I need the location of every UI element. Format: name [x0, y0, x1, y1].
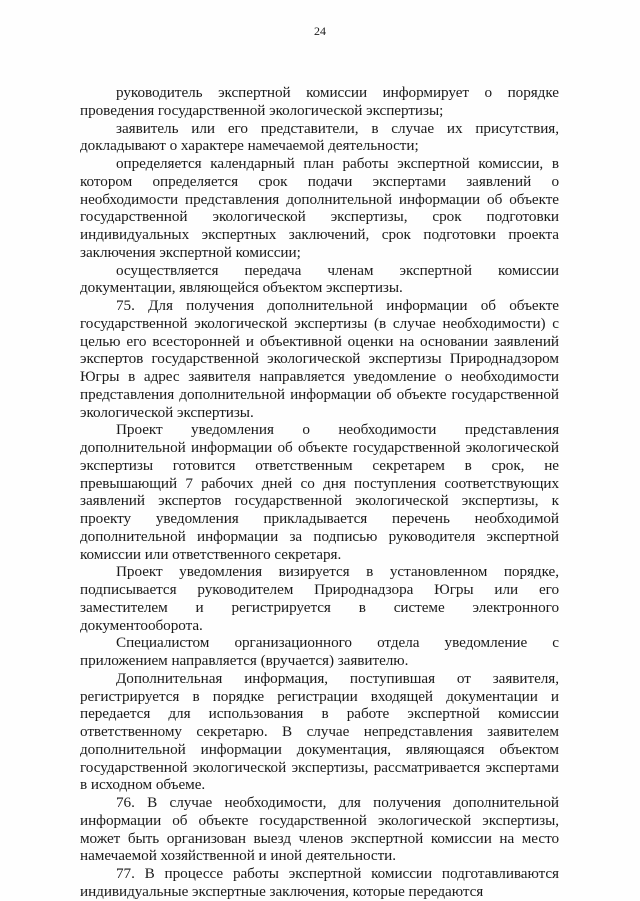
paragraph-clause-75: 75. Для получения дополнительной информации об объекте государственной экологической экспертизы (в случае необходимости) с целью его всесторонней и объективной оценки на основании заявлений экспертов государственной экологической экспертизы Природнадзором Югры в адрес заявителя направляется уведомление о необходимости представления дополнительной информации об объекте государственной экологической экспертизы. — [80, 297, 559, 421]
paragraph-notification-sending: Специалистом организационного отдела уведомление с приложением направляется (вручается) заявителю. — [80, 634, 559, 669]
paragraph-notification-draft: Проект уведомления о необходимости представления дополнительной информации об объекте государственной экологической экспертизы готовится ответственным секретарем в срок, не превышающий 7 рабочих дней со дня поступления соответствующих заявлений экспертов государственной экологической экспертизы, к проекту уведомления прикладывается перечень необходимой дополнительной информации за подписью руководителя экспертной комиссии или ответственного секретаря. — [80, 421, 559, 563]
paragraph-clause-76: 76. В случае необходимости, для получения дополнительной информации об объекте государственной экологической экспертизы, может быть организован выезд членов экспертной комиссии на место намечаемой хозяйственной и иной деятельности. — [80, 794, 559, 865]
paragraph-commission-head-informs: руководитель экспертной комиссии информирует о порядке проведения государственной экологической экспертизы; — [80, 84, 559, 119]
page-number: 24 — [314, 24, 326, 38]
paragraph-additional-information: Дополнительная информация, поступившая от заявителя, регистрируется в порядке регистрации входящей документации и передается для использования в работе экспертной комиссии ответственному секретарю. В случае непредставления заявителем дополнительной информации документация, являющаяся объектом государственной экологической экспертизы, рассматривается экспертами в исходном объеме. — [80, 669, 559, 794]
paragraph-documentation-transfer: осуществляется передача членам экспертной комиссии документации, являющейся объектом экспертизы. — [80, 261, 559, 297]
paragraph-applicant-reports: заявитель или его представители, в случае их присутствия, докладывают о характере намечаемой деятельности; — [80, 119, 559, 155]
paragraph-calendar-plan: определяется календарный план работы экспертной комиссии, в котором определяется срок подачи экспертами заявлений о необходимости представления дополнительной информации об объекте государственной экологической экспертизы, срок подготовки индивидуальных экспертных заключений, срок подготовки проекта заключения экспертной комиссии; — [80, 155, 559, 261]
document-body — [80, 84, 559, 901]
paragraph-notification-approval: Проект уведомления визируется в установленном порядке, подписывается руководителем Природнадзора Югры или его заместителем и регистрируется в системе электронного документооборота. — [80, 563, 559, 634]
paragraph-clause-77: 77. В процессе работы экспертной комиссии подготавливаются индивидуальные экспертные заключения, которые передаются — [80, 865, 559, 900]
